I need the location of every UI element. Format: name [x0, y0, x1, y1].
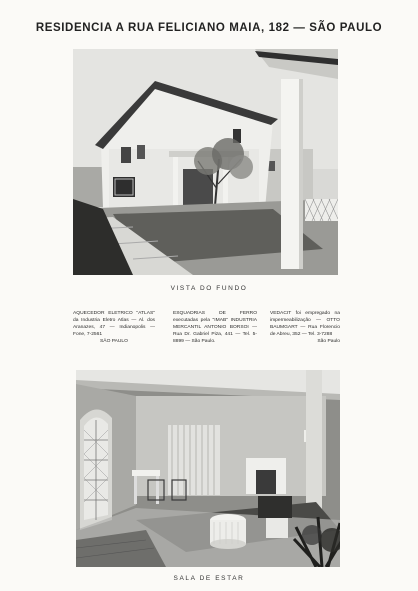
top-photo-caption: VISTA DO FUNDO [170, 285, 248, 292]
ad-city: São Paulo [317, 339, 340, 344]
page-title: RESIDENCIA A RUA FELICIANO MAIA, 182 — SÃO PAULO [35, 22, 383, 34]
ad-text: VEDACIT foi empregado na impermeabilização — OTTO BAUMGART — Rua Florencio de Abreu, 352 — Tel. 3-7288 [270, 311, 340, 337]
house-exterior-photo [73, 49, 338, 275]
house-exterior-illustration [73, 49, 338, 275]
living-room-photo [76, 370, 340, 567]
ad-text: AQUECEDOR ELETRICO "ATLAS" da Industria Eletro Atlas — Al. dos Aranazes, 47 — Indianopolis — Fone, 7-2561 [73, 311, 155, 337]
ad-city: SÃO PAULO [100, 339, 128, 344]
ad-vedacit [270, 310, 340, 345]
bottom-photo-caption: SALA DE ESTAR [173, 575, 245, 582]
ad-text: ESQUADRIAS DE FERRO executadas pela "IMAB" INDUSTRIA MERCANTIL ANTONIO BORSOI — Rua Dr. Gabriel Piza, 441 — Tel. 5-8899 — São Paulo. [173, 311, 257, 344]
ad-esquadrias-imab [173, 310, 257, 345]
ad-aquecedor-atlas [73, 310, 155, 345]
living-room-illustration [76, 370, 340, 567]
